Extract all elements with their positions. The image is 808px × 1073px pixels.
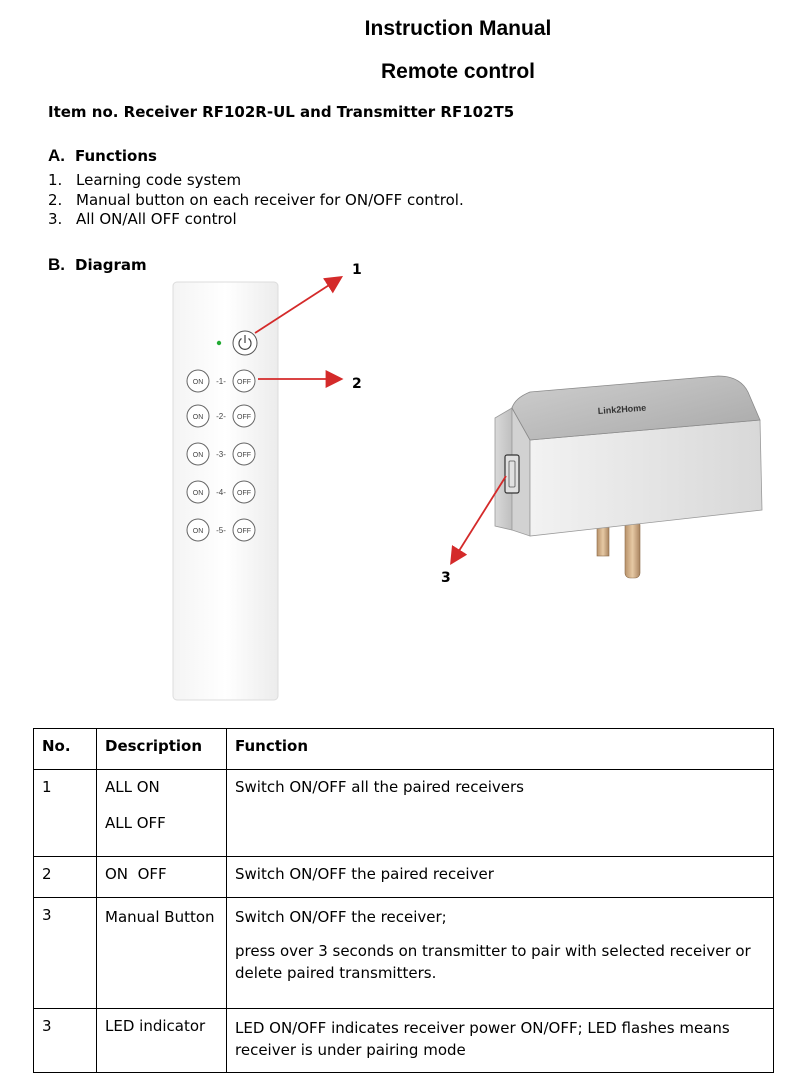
list-number: 1.	[48, 171, 63, 189]
table-row	[34, 857, 774, 898]
cell-function	[227, 857, 774, 898]
cell-function	[227, 770, 774, 857]
document-title: Instruction Manual	[364, 17, 552, 40]
on-button-label: ON	[192, 490, 204, 497]
receiver-plug	[495, 376, 762, 578]
cell-description: ON OFF	[97, 857, 227, 898]
list-number: 3.	[48, 210, 63, 228]
item-number: Item no. Receiver RF102R-UL and Transmitter RF102T5	[48, 103, 515, 121]
off-button-label: OFF	[237, 490, 251, 497]
table-row	[34, 770, 774, 857]
cell-description	[97, 770, 227, 857]
channel-label: -3-	[216, 450, 226, 459]
list-text: Manual button on each receiver for ON/OFF control.	[76, 190, 464, 209]
channel-label: -2-	[216, 412, 226, 421]
cell-description: Manual Button	[97, 898, 227, 1009]
spec-table	[33, 728, 774, 1073]
off-button-label: OFF	[237, 379, 251, 386]
desc-line: ALL ON	[105, 778, 160, 796]
channel-label: -1-	[216, 377, 226, 386]
channel-label: -5-	[216, 526, 226, 535]
cell-no: 3	[34, 1009, 97, 1073]
section-a-title: Functions	[75, 147, 157, 165]
off-button-label: OFF	[237, 414, 251, 421]
remote-control	[173, 282, 278, 700]
off-button-label: OFF	[237, 452, 251, 459]
callout-number-1: 1	[352, 262, 362, 278]
callout-number-3: 3	[441, 570, 451, 586]
func-text: Switch ON/OFF all the paired receivers	[235, 778, 524, 796]
cell-no: 2	[34, 857, 97, 898]
section-a-letter: A.	[48, 146, 65, 165]
on-button-label: ON	[192, 414, 204, 421]
func-text: Switch ON/OFF the receiver;	[235, 908, 447, 926]
list-text: All ON/All OFF control	[76, 210, 237, 228]
table-header-row	[34, 729, 774, 770]
list-number: 2.	[48, 190, 63, 209]
on-button-label: ON	[192, 452, 204, 459]
cell-no: 1	[34, 770, 97, 857]
led-indicator	[217, 341, 221, 345]
list-text: Learning code system	[76, 171, 242, 189]
column-header: No.	[34, 729, 97, 770]
all-power-button	[233, 331, 257, 355]
on-button-label: ON	[192, 379, 204, 386]
off-button-label: OFF	[237, 528, 251, 535]
table-row	[34, 1009, 774, 1073]
section-b-letter: B.	[48, 255, 65, 274]
on-button-label: ON	[192, 528, 204, 535]
section-b-title: Diagram	[75, 256, 147, 274]
channel-label: -4-	[216, 488, 226, 497]
cell-description: LED indicator	[97, 1009, 227, 1073]
desc-line: ALL OFF	[105, 814, 166, 832]
callout-number-2: 2	[352, 376, 362, 392]
table-row	[34, 898, 774, 1009]
column-header: Function	[227, 729, 774, 770]
plug-pin	[625, 520, 640, 578]
cell-no: 3	[34, 898, 97, 1009]
func-text: press over 3 seconds on transmitter to pair with selected receiver or delete paired transmitters.	[235, 942, 751, 982]
column-header: Description	[97, 729, 227, 770]
cell-function	[227, 898, 774, 1009]
brand-logo: Link2Home	[597, 402, 647, 416]
cell-function	[227, 1009, 774, 1073]
func-text: Switch ON/OFF the paired receiver	[235, 865, 494, 883]
document-subtitle: Remote control	[380, 60, 535, 83]
func-text: LED ON/OFF indicates receiver power ON/OFF; LED flashes means receiver is under pairing mode	[235, 1019, 730, 1059]
